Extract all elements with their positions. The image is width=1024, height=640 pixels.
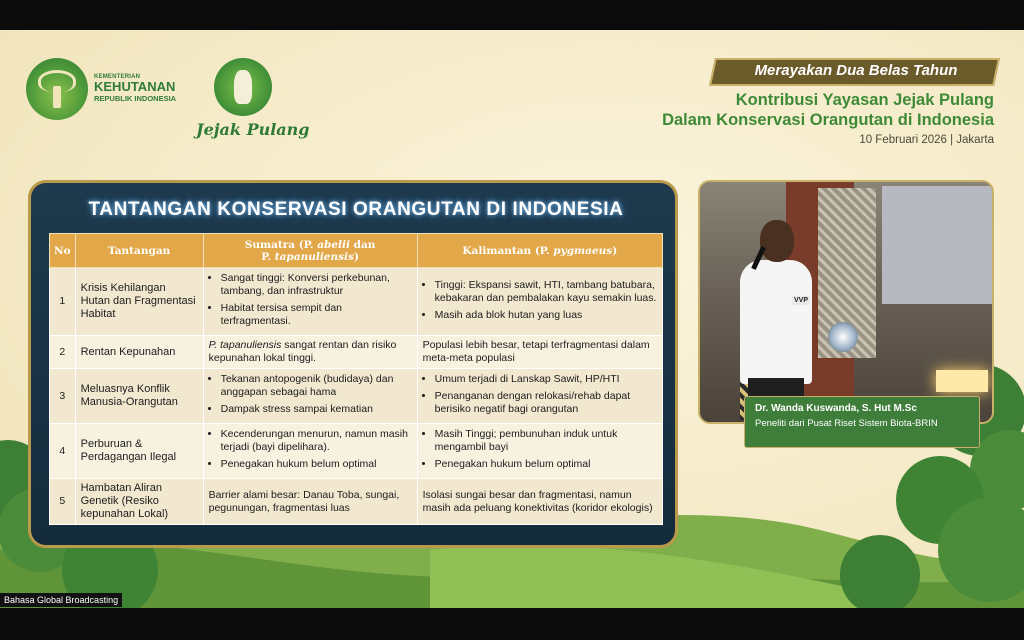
sumatra-text: sangat rentan dan risiko kepunahan lokal tinggi. [208,339,397,364]
ministry-label-big: KEHUTANAN [94,79,176,94]
sumatra-bullet: • Sangat tinggi: Konversi perkebunan, tambang, dan infrastruktur [221,272,412,298]
sumatra-bullet: • Tekanan antopogenik (budidaya) dan anggapan sebagai hama [221,373,412,399]
sumatra-bullet: • Penegakan hukum belum optimal [221,458,412,471]
stream-stage [0,30,1024,608]
challenges-table [49,233,663,525]
slide-panel [28,180,678,548]
row-kalimantan [417,268,662,336]
jejak-pulang-logo [214,58,272,116]
slide-title: TANTANGAN KONSERVASI ORANGUTAN DI INDONESIA [88,199,624,220]
kalimantan-bullet: • Penanganan dengan relokasi/rehab dapat berisiko negatif bagi orangutan [435,390,657,416]
kalimantan-bullet: • Tinggi: Ekspansi sawit, HTI, tambang batubara, kebakaran dan pembalakan kayu semakin luas. [435,279,657,305]
row-kalimantan [417,369,662,424]
kalimantan-bullet: • Umum terjadi di Lanskap Sawit, HP/HTI [435,373,657,386]
event-banner-text: Merayakan Dua Belas Tahun [754,62,958,79]
row-tantangan: Hambatan Aliran Genetik (Resiko kepunahan Lokal) [75,479,203,525]
table-row [50,336,663,369]
header-kalimantan [417,234,662,268]
header-no: No [50,234,76,268]
broadcaster-watermark: Bahasa Global Broadcasting [0,593,122,607]
kalimantan-bullet: • Penegakan hukum belum optimal [435,458,657,471]
row-no: 3 [50,369,76,424]
table-row [50,369,663,424]
stage-lamp [828,322,858,352]
ministry-logo-text [94,74,176,103]
event-title-line1: Kontribusi Yayasan Jejak Pulang [735,91,994,109]
header-sumatra-c: dan [350,238,376,251]
header-sumatra-d: P. [261,250,275,263]
row-kalimantan: Populasi lebih besar, tetapi terfragmentasi dalam meta-meta populasi [417,336,662,369]
row-sumatra [203,336,417,369]
kalimantan-bullet: • Masih Tinggi; pembunuhan induk untuk mengambil bayi [435,428,657,454]
row-kalimantan: Isolasi sungai besar dan fragmentasi, namun masih ada peluang konektivitas (koridor ekologis) [417,479,662,525]
table-row [50,424,663,479]
row-tantangan: Rentan Kepunahan [75,336,203,369]
row-tantangan: Perburuan & Perdagangan Ilegal [75,424,203,479]
bottom-letterbox [0,608,1024,640]
speaker-name: Dr. Wanda Kuswanda, S. Hut M.Sc [755,403,917,414]
header-sumatra [203,234,417,268]
row-sumatra: Barrier alami besar: Danau Toba, sungai, pegunungan, fragmentasi luas [203,479,417,525]
row-sumatra [203,268,417,336]
row-sumatra [203,424,417,479]
row-sumatra [203,369,417,424]
header-kalimantan-a: Kalimantan (P. [462,244,554,257]
kalimantan-bullet: • Masih ada blok hutan yang luas [435,309,657,322]
speaker-video [698,180,994,424]
header-tantangan: Tantangan [75,234,203,268]
header-sumatra-b: abelii [317,238,350,251]
event-date: 10 Februari 2026 | Jakarta [859,134,994,146]
sumatra-bullet: • Habitat tersisa sempit dan terfragmentasi. [221,302,412,328]
header-sumatra-f: ) [353,250,359,263]
header-sumatra-a: Sumatra (P. [244,238,318,251]
speaker-figure [740,260,812,384]
speaker-caption [744,396,980,448]
sumatra-bullet: • Kecenderungan menurun, namun masih terjadi (bayi dipelihara). [221,428,412,454]
row-no: 1 [50,268,76,336]
table-row [50,479,663,525]
header-sumatra-e: tapanuliensis [274,250,354,263]
table-row [50,268,663,336]
row-no: 2 [50,336,76,369]
row-kalimantan [417,424,662,479]
header-kalimantan-b: pygmaeus [553,244,613,257]
row-tantangan: Krisis Kehilangan Hutan dan Fragmentasi Habitat [75,268,203,336]
ministry-logo [26,58,88,120]
event-title-line2: Dalam Konservasi Orangutan di Indonesia [662,111,994,129]
jejak-pulang-logo-text: Jejak Pulang [196,120,310,139]
speaker-role: Peneliti dari Pusat Riset Sistem Biota-BRIN [755,418,938,429]
row-tantangan: Meluasnya Konflik Manusia-Orangutan [75,369,203,424]
sumatra-species-italic: P. tapanuliensis [208,339,282,351]
row-no: 4 [50,424,76,479]
row-no: 5 [50,479,76,525]
podium-label: VVP [794,297,809,304]
table-header-row [50,234,663,268]
header-kalimantan-c: ) [612,244,618,257]
ministry-label-small: KEMENTERIAN [94,74,141,80]
ministry-label-sub: REPUBLIK INDONESIA [94,94,177,103]
sumatra-bullet: • Dampak stress sampai kematian [221,403,412,416]
top-letterbox [0,0,1024,30]
